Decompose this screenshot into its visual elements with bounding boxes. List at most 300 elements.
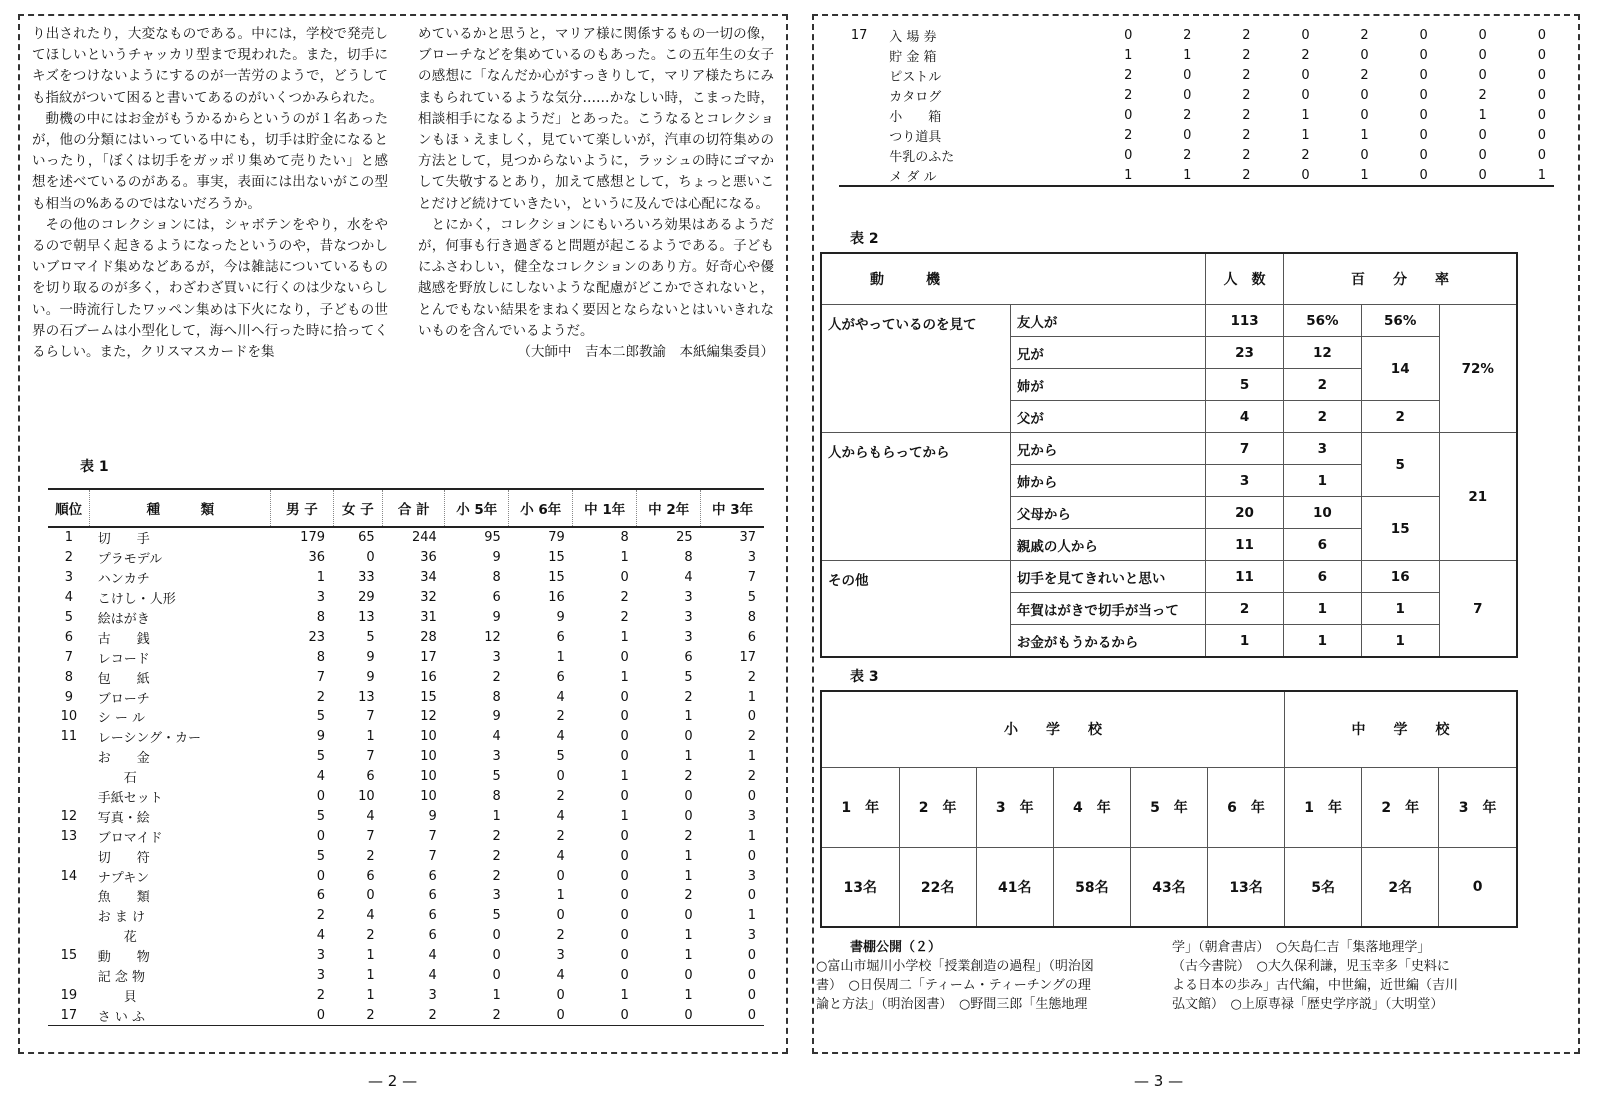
- count-cell: 0: [556, 987, 565, 1003]
- count-cell: 3: [428, 987, 437, 1003]
- percent-value: 10: [1283, 497, 1361, 529]
- table-row: [839, 145, 1554, 165]
- category-cell: 花: [97, 930, 137, 946]
- count-cell: 0: [1419, 108, 1428, 123]
- count-cell: 4: [428, 968, 437, 984]
- motive-label: 父が: [1010, 401, 1205, 433]
- count-cell: 4: [556, 808, 565, 824]
- category-cell: 手紙セット: [97, 791, 163, 807]
- count-value: 11: [1206, 529, 1284, 561]
- count-cell: 4: [684, 570, 693, 586]
- count-cell: 23: [308, 629, 325, 645]
- count-cell: 1: [1360, 167, 1369, 183]
- rank-cell: 3: [64, 570, 74, 586]
- count-cell: 2: [1183, 28, 1192, 44]
- table2: [820, 252, 1518, 658]
- paragraph: その他のコレクションには，シャボテンをやり，水をやるので朝早く起きるようになったというのや，昔なつかしいブロマイド集めなどあるが，今は雑誌についているものを切り取るのが多く，わざわざ買いに行くのは少ないらしい。一時流行したワッペン集めは下火になり，子どもの世界の石ブームは小型化して，海へ川へ行った時に拾ってくるらしい。また，クリスマスカードを集: [32, 216, 388, 361]
- count-cell: 25: [676, 530, 693, 546]
- motive-label: 姉が: [1010, 369, 1205, 401]
- count-cell: 0: [556, 908, 565, 924]
- count-cell: 6: [556, 629, 565, 645]
- count-cell: 2: [1124, 88, 1133, 104]
- count-cell: 4: [556, 689, 565, 705]
- paragraph: とにかく，コレクションにもいろいろ効果はあるようだが，何事も行き過ぎると問題が起こるようである。子どもにふさわしい，健全なコレクションのあり方。好奇心や優越感を野放しにしないような配慮がどこかでされないと，とんでもない結果をまねく要因とならないとはいいきれないものを含んでいるようだ。: [418, 216, 774, 339]
- category-cell: こけし・人形: [97, 592, 176, 608]
- count-cell: 1: [366, 948, 375, 964]
- count-cell: 9: [492, 709, 501, 725]
- count-cell: 6: [684, 649, 693, 665]
- count-cell: 6: [428, 908, 437, 924]
- count-cell: 2: [492, 828, 501, 844]
- count-cell: 2: [1242, 48, 1251, 64]
- count-cell: 2: [1360, 28, 1369, 44]
- percent-value: 56%: [1283, 305, 1361, 337]
- count-value: 7: [1206, 433, 1284, 465]
- rank-cell: 6: [64, 629, 74, 645]
- count-value: 23: [1206, 337, 1284, 369]
- table-row: [48, 608, 764, 628]
- count-cell: 17: [420, 649, 437, 665]
- count-cell: 7: [428, 848, 437, 864]
- count-cell: 0: [1301, 68, 1310, 84]
- table-row: [48, 588, 764, 608]
- count-cell: 1: [492, 987, 501, 1003]
- count-cell: 2: [1478, 88, 1487, 104]
- subtotal-value: 1: [1361, 625, 1439, 658]
- category-cell: ナプキン: [97, 870, 150, 886]
- rank-cell: [839, 106, 879, 126]
- count-cell: 0: [620, 928, 629, 944]
- table-row: [48, 926, 764, 946]
- article-column-2: [418, 24, 774, 363]
- count-cell: 2: [492, 848, 501, 864]
- motive-label: 親戚の人から: [1010, 529, 1205, 561]
- count-cell: 2: [1301, 48, 1310, 64]
- category-cell: ピストル: [889, 70, 942, 86]
- table-row: [48, 667, 764, 687]
- count-cell: 2: [1242, 28, 1251, 44]
- motive-label: 兄が: [1010, 337, 1205, 369]
- count-cell: 2: [366, 928, 375, 944]
- table1-label: 表 1: [80, 459, 109, 475]
- bookshelf-line: ○富山市堀川小学校「授業創造の過程」（明治図: [816, 959, 1094, 974]
- count-cell: 1: [556, 888, 565, 904]
- count-value: 1: [1206, 625, 1284, 658]
- count-cell: 1: [1124, 48, 1133, 64]
- count-cell: 1: [684, 709, 693, 725]
- count-cell: 7: [366, 828, 375, 844]
- count-cell: 0: [1419, 28, 1428, 44]
- grade-header: 3 年: [976, 767, 1053, 847]
- count-cell: 5: [316, 749, 325, 765]
- paragraph: り出されたり，大変なものである。中には，学校で発売してほしいというチャッカリ型まで現われた。また，切手にキズをつけないようにするのが一苦労のようで，どうしても指紋がついて困ると書いてあるのがいくつかみられた。: [32, 26, 388, 106]
- count-value: 11: [1206, 561, 1284, 593]
- count-cell: 0: [1537, 68, 1546, 84]
- count-cell: 2: [316, 689, 325, 705]
- grade-header: 4 年: [1053, 767, 1130, 847]
- count-cell: 6: [492, 590, 501, 606]
- count-cell: 10: [420, 749, 437, 765]
- table-row: [48, 866, 764, 886]
- table2-label: 表 2: [850, 231, 879, 247]
- table-row: [839, 26, 1554, 46]
- table3-label: 表 3: [850, 669, 879, 685]
- count-cell: 8: [492, 570, 501, 586]
- count-cell: 6: [428, 888, 437, 904]
- count-cell: 7: [366, 709, 375, 725]
- count-cell: 2: [366, 848, 375, 864]
- count-cell: 12: [420, 709, 437, 725]
- count-cell: 1: [366, 729, 375, 745]
- percent-value: 3: [1283, 433, 1361, 465]
- motive-label: 兄から: [1010, 433, 1205, 465]
- table1-header: 種 類: [90, 489, 271, 527]
- count-cell: 5: [492, 769, 501, 785]
- count-cell: 0: [492, 948, 501, 964]
- count-cell: 2: [492, 868, 501, 884]
- count-cell: 12: [484, 629, 501, 645]
- count-cell: 1: [684, 987, 693, 1003]
- count-cell: 65: [358, 530, 375, 546]
- percent-value: 6: [1283, 561, 1361, 593]
- table-row: [48, 886, 764, 906]
- count-cell: 2: [1124, 127, 1133, 143]
- table-row: [48, 806, 764, 826]
- rank-cell: 15: [60, 948, 78, 964]
- category-cell: 牛乳のふた: [889, 149, 955, 165]
- count-cell: 0: [747, 709, 756, 725]
- grade-count: 13名: [1208, 847, 1285, 927]
- count-cell: 7: [428, 828, 437, 844]
- count-cell: 1: [684, 868, 693, 884]
- right-page: [812, 14, 1580, 1054]
- percent-value: 1: [1283, 465, 1361, 497]
- count-cell: 6: [366, 868, 375, 884]
- count-cell: 3: [684, 610, 693, 625]
- count-cell: 31: [420, 610, 437, 625]
- count-cell: 1: [366, 968, 375, 984]
- count-cell: 2: [1242, 147, 1251, 163]
- count-cell: 0: [1537, 127, 1546, 143]
- category-cell: お ま け: [97, 910, 146, 926]
- count-cell: 1: [684, 749, 693, 765]
- table-row: [48, 687, 764, 707]
- count-cell: 5: [684, 669, 693, 685]
- count-cell: 0: [1419, 68, 1428, 84]
- percent-value: 12: [1283, 337, 1361, 369]
- category-cell: 小 箱: [889, 110, 942, 125]
- grade-header: 2 年: [899, 767, 976, 847]
- table1-header: 男 子: [271, 489, 333, 527]
- count-cell: 0: [1360, 147, 1369, 163]
- count-cell: 2: [492, 669, 501, 685]
- bookshelf-title: 書棚公開（２）: [850, 940, 942, 955]
- motive-label: 友人が: [1010, 305, 1205, 337]
- count-cell: 0: [1419, 147, 1428, 163]
- count-cell: 0: [701, 1005, 764, 1025]
- count-cell: 0: [1124, 147, 1133, 163]
- count-cell: 1: [747, 749, 756, 765]
- count-cell: 0: [556, 868, 565, 884]
- count-cell: 3: [316, 590, 325, 606]
- count-cell: 4: [316, 928, 325, 944]
- table1-header: 小 5年: [445, 489, 509, 527]
- motive-label: 年賀はがきで切手が当って: [1010, 593, 1205, 625]
- count-cell: 3: [556, 948, 565, 964]
- table-row: [48, 767, 764, 787]
- table-row: [48, 727, 764, 747]
- count-cell: 0: [1537, 28, 1546, 44]
- category-cell: 切 符: [97, 850, 150, 866]
- table1-header: 順位: [48, 489, 90, 527]
- rank-cell: [839, 66, 879, 86]
- table1-header: 中 3年: [701, 489, 764, 527]
- count-cell: 5: [316, 848, 325, 864]
- count-cell: 2: [445, 1005, 509, 1025]
- count-cell: 0: [620, 789, 629, 805]
- count-cell: 8: [492, 689, 501, 705]
- rank-cell: 17: [850, 28, 868, 44]
- count-cell: 0: [316, 828, 325, 844]
- table1-header: 合 計: [383, 489, 445, 527]
- count-cell: 0: [1360, 88, 1369, 104]
- table-row: [48, 1005, 764, 1025]
- count-cell: 15: [548, 570, 565, 586]
- table-row: [48, 826, 764, 846]
- count-cell: 0: [1301, 88, 1310, 104]
- count-cell: 3: [684, 629, 693, 645]
- count-cell: 6: [747, 629, 756, 645]
- count-cell: 0: [620, 948, 629, 964]
- count-cell: 2: [1183, 147, 1192, 163]
- count-cell: 0: [684, 789, 693, 805]
- count-cell: 1: [1537, 167, 1546, 183]
- category-cell: 絵はがき: [97, 612, 150, 627]
- count-cell: 9: [366, 669, 375, 685]
- grade-count: 41名: [976, 847, 1053, 927]
- count-cell: 0: [684, 808, 693, 824]
- grade-count: 13名: [821, 847, 899, 927]
- count-value: 5: [1206, 369, 1284, 401]
- count-cell: 7: [366, 749, 375, 765]
- motive-label: 切手を見てきれいと思い: [1010, 561, 1205, 593]
- count-cell: 7: [747, 570, 756, 586]
- subtotal-value: 1: [1361, 593, 1439, 625]
- count-cell: 0: [637, 1005, 701, 1025]
- count-cell: 0: [620, 968, 629, 984]
- table1-header: 女 子: [333, 489, 383, 527]
- count-cell: 6: [316, 888, 325, 904]
- subtotal-value: 16: [1361, 561, 1439, 593]
- count-cell: 0: [1183, 88, 1192, 104]
- table-row: [48, 787, 764, 807]
- rank-cell: 13: [60, 828, 78, 844]
- count-cell: 2: [620, 610, 629, 625]
- elementary-school-header: 小 学 校: [821, 691, 1285, 767]
- count-cell: 10: [420, 789, 437, 805]
- count-cell: 36: [308, 550, 325, 566]
- rank-cell: 1: [64, 530, 74, 546]
- count-cell: 0: [620, 888, 629, 904]
- table-row: [48, 747, 764, 767]
- count-cell: 3: [747, 808, 756, 824]
- rank-cell: 17: [48, 1005, 90, 1025]
- count-cell: 1: [747, 908, 756, 924]
- header-motive: 動 機: [821, 253, 1206, 305]
- group-total: 21: [1439, 433, 1517, 561]
- table1-header: 小 6年: [509, 489, 573, 527]
- bookshelf-right: [1172, 938, 1528, 1014]
- rank-cell: [839, 145, 879, 165]
- percent-value: 2: [1283, 401, 1361, 433]
- count-cell: 8: [316, 649, 325, 665]
- count-cell: 5: [316, 709, 325, 725]
- grade-header: 6 年: [1208, 767, 1285, 847]
- count-cell: 0: [1478, 28, 1487, 44]
- table3: [820, 690, 1518, 928]
- grade-count: 2名: [1362, 847, 1439, 927]
- count-cell: 3: [684, 590, 693, 606]
- rank-cell: 19: [60, 987, 78, 1003]
- category-cell: 貯 金 箱: [889, 50, 937, 66]
- count-cell: 1: [620, 669, 629, 685]
- count-cell: 2: [1242, 167, 1251, 183]
- count-cell: 15: [420, 689, 437, 705]
- count-cell: 0: [1478, 147, 1487, 163]
- rank-cell: 14: [60, 868, 78, 884]
- count-cell: 2: [747, 769, 756, 785]
- table-row: [48, 966, 764, 986]
- count-cell: 2: [1242, 127, 1251, 143]
- count-cell: 9: [366, 649, 375, 665]
- motive-label: お金がもうかるから: [1010, 625, 1205, 658]
- count-cell: 0: [1419, 88, 1428, 104]
- count-value: 113: [1206, 305, 1284, 337]
- group-total: 72%: [1439, 305, 1517, 433]
- category-cell: 入 場 券: [889, 30, 937, 46]
- count-cell: 5: [316, 808, 325, 824]
- grade-header: 3 年: [1439, 767, 1517, 847]
- count-cell: 9: [316, 729, 325, 745]
- count-cell: 2: [383, 1005, 445, 1025]
- count-cell: 1: [316, 570, 325, 586]
- percent-value: 1: [1283, 625, 1361, 658]
- category-cell: シ ー ル: [97, 711, 146, 727]
- bookshelf-line: （古今書院） ○大久保利謙，児玉幸多「史料に: [1172, 959, 1450, 974]
- count-cell: 2: [1301, 147, 1310, 163]
- table1: [48, 488, 764, 1026]
- count-cell: 1: [1301, 108, 1310, 123]
- count-cell: 2: [620, 590, 629, 606]
- table-row: [839, 86, 1554, 106]
- category-cell: メ ダ ル: [889, 169, 937, 185]
- count-cell: 1: [1301, 127, 1310, 143]
- count-cell: 0: [1419, 167, 1428, 183]
- count-cell: 0: [747, 888, 756, 904]
- count-cell: 8: [492, 789, 501, 805]
- count-cell: 1: [620, 808, 629, 824]
- count-cell: 8: [316, 610, 325, 625]
- count-cell: 1: [684, 928, 693, 944]
- count-cell: 9: [556, 610, 565, 625]
- grade-header: 1 年: [1285, 767, 1362, 847]
- count-cell: 0: [492, 968, 501, 984]
- count-cell: 0: [747, 789, 756, 805]
- count-cell: 0: [1537, 48, 1546, 64]
- rank-cell: 7: [64, 649, 74, 665]
- bookshelf-left: [816, 938, 1156, 1014]
- table-row: [839, 125, 1554, 145]
- count-cell: 0: [747, 948, 756, 964]
- article-text: [32, 24, 776, 436]
- table-row: [48, 946, 764, 966]
- rank-cell: [48, 926, 90, 946]
- group-received: 人からもらってから: [821, 433, 1010, 561]
- count-cell: 0: [1478, 127, 1487, 143]
- subtotal-value: 14: [1361, 337, 1439, 401]
- count-cell: 0: [573, 1005, 637, 1025]
- count-cell: 4: [556, 968, 565, 984]
- count-cell: 0: [556, 769, 565, 785]
- count-cell: 33: [358, 570, 375, 586]
- count-cell: 95: [484, 530, 501, 546]
- count-cell: 0: [684, 968, 693, 984]
- category-cell: ブローチ: [97, 691, 150, 707]
- count-cell: 1: [684, 848, 693, 864]
- count-cell: 2: [1242, 88, 1251, 104]
- count-cell: 0: [620, 689, 629, 705]
- table-row: [48, 846, 764, 866]
- count-cell: 0: [1419, 48, 1428, 64]
- count-cell: 0: [1124, 28, 1133, 44]
- header-count: 人 数: [1206, 253, 1284, 305]
- motive-label: 父母から: [1010, 497, 1205, 529]
- count-cell: 4: [556, 729, 565, 745]
- count-cell: 0: [620, 570, 629, 586]
- page-number-left: — 2 —: [368, 1072, 418, 1090]
- category-cell: 古 銭: [97, 631, 150, 647]
- count-cell: 1: [1124, 167, 1133, 183]
- count-cell: 9: [428, 808, 437, 824]
- count-cell: 0: [620, 709, 629, 725]
- author-signature: （大師中 吉本二郎教諭 本紙編集委員）: [517, 344, 774, 361]
- page-number-right: — 3 —: [1134, 1072, 1184, 1090]
- count-cell: 0: [1183, 127, 1192, 143]
- count-cell: 0: [316, 868, 325, 884]
- count-cell: 1: [620, 987, 629, 1003]
- count-cell: 2: [556, 709, 565, 725]
- count-cell: 0: [1124, 108, 1133, 123]
- count-cell: 1: [492, 808, 501, 824]
- count-cell: 2: [556, 928, 565, 944]
- count-cell: 0: [366, 888, 375, 904]
- count-cell: 0: [1360, 108, 1369, 123]
- grade-count: 43名: [1130, 847, 1207, 927]
- rank-cell: [48, 906, 90, 926]
- category-cell: ブロマイド: [97, 830, 163, 846]
- count-cell: 10: [358, 789, 375, 805]
- count-cell: 1: [1360, 127, 1369, 143]
- count-cell: 5: [492, 908, 501, 924]
- count-cell: 2: [556, 789, 565, 805]
- count-cell: 0: [1183, 68, 1192, 84]
- left-page: [18, 14, 788, 1054]
- count-cell: 0: [1478, 48, 1487, 64]
- count-cell: 0: [620, 749, 629, 765]
- count-cell: 2: [1360, 68, 1369, 84]
- subtotal-value: 15: [1361, 497, 1439, 561]
- count-cell: 2: [684, 769, 693, 785]
